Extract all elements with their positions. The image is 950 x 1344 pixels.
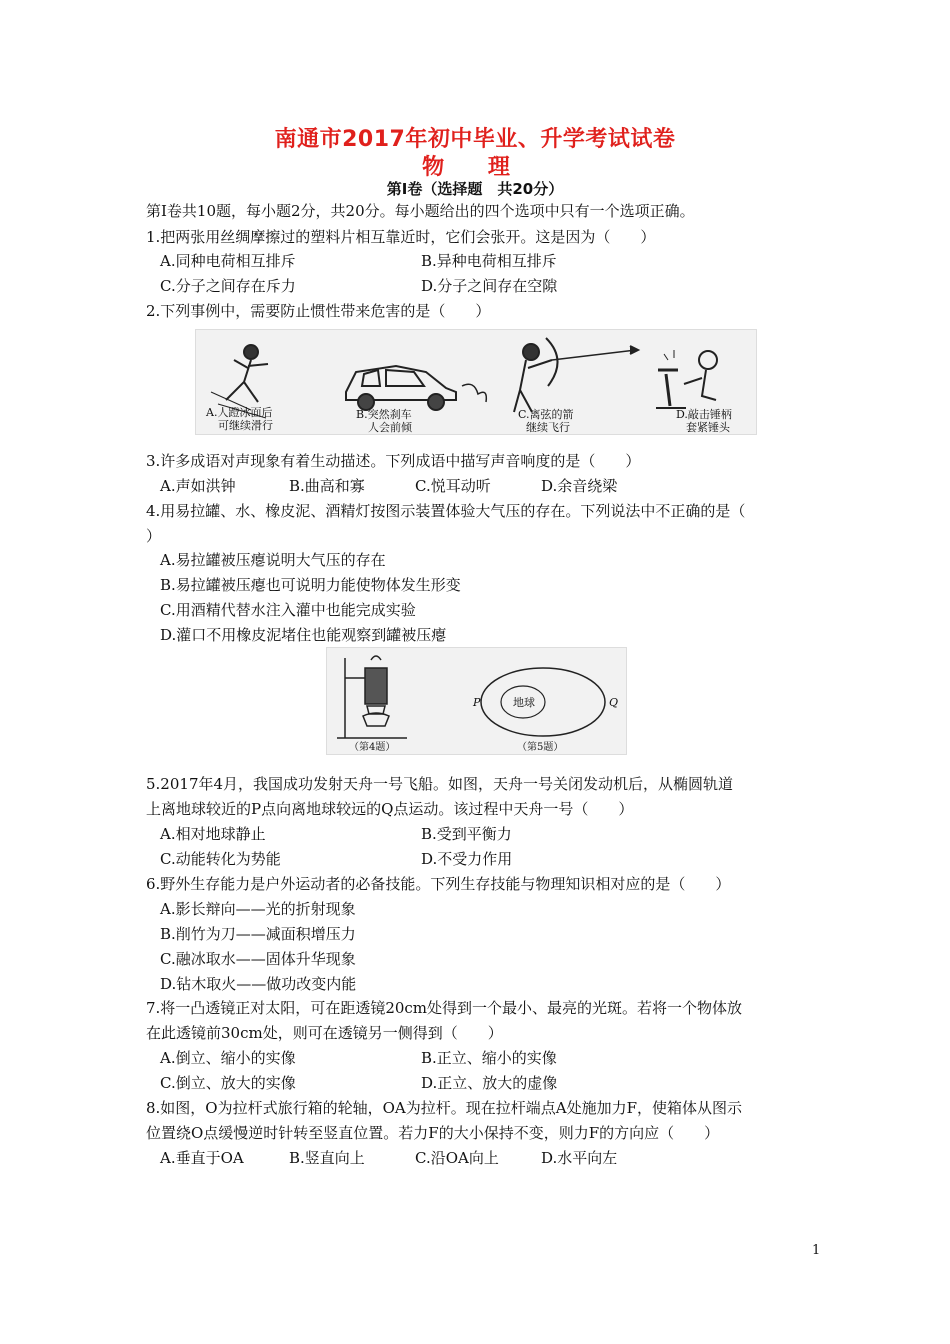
- q1-stem: 1.把两张用丝绸摩擦过的塑料片相互靠近时，它们会张开。这是因为（ ）: [146, 228, 656, 246]
- q5-option-b: B.受到平衡力: [421, 825, 512, 843]
- q1-option-b: B.异种电荷相互排斥: [421, 252, 557, 270]
- q8-option-a: A.垂直于OA: [160, 1149, 244, 1167]
- q8-stem-line2: 位置绕O点缓慢逆时针转至竖直位置。若力F的大小保持不变，则力F的方向应（ ）: [146, 1124, 720, 1142]
- q4-stem-line1: 4.用易拉罐、水、橡皮泥、酒精灯按图示装置体验大气压的存在。下列说法中不正确的是（: [146, 502, 746, 520]
- q6-stem: 6.野外生存能力是户外运动者的必备技能。下列生存技能与物理知识相对应的是（ ）: [146, 875, 731, 893]
- q4-stem-line2: ）: [146, 527, 162, 545]
- q5-option-c: C.动能转化为势能: [160, 850, 281, 868]
- subject-title: 物 理: [422, 155, 528, 180]
- q2-fig-c-line1: C.离弦的箭: [518, 408, 574, 421]
- q3-option-c: C.悦耳动听: [415, 477, 491, 495]
- q4-option-b: B.易拉罐被压瘪也可说明力能使物体发生形变: [160, 576, 461, 594]
- q7-option-d: D.正立、放大的虚像: [421, 1074, 558, 1092]
- hammer-illustration: [656, 350, 717, 408]
- q3-option-a: A.声如洪钟: [160, 477, 236, 495]
- earth-label: 地球: [513, 696, 535, 709]
- q7-option-b: B.正立、缩小的实像: [421, 1049, 557, 1067]
- page-number: 1: [812, 1243, 821, 1258]
- q2-figure: [195, 329, 757, 435]
- q4-option-d: D.灌口不用橡皮泥堵住也能观察到罐被压瘪: [160, 626, 447, 644]
- q6-option-c: C.融冰取水——固体升华现象: [160, 950, 356, 968]
- q6-option-b: B.削竹为刀——减面积增压力: [160, 925, 356, 943]
- q3-option-d: D.余音绕梁: [541, 477, 618, 495]
- q5-stem-line2: 上离地球较近的P点向离地球较远的Q点运动。该过程中天舟一号（ ）: [146, 800, 634, 818]
- orbit-illustration: [481, 668, 605, 736]
- point-q-label: Q: [609, 696, 619, 709]
- point-p-label: P: [473, 696, 481, 709]
- instructions: 第Ⅰ卷共10题，每小题2分，共20分。每小题给出的四个选项中只有一个选项正确。: [146, 202, 695, 220]
- q2-fig-d-line1: D.敲击锤柄: [676, 408, 732, 421]
- q2-stem: 2.下列事例中，需要防止惯性带来危害的是（ ）: [146, 302, 491, 320]
- q8-option-c: C.沿OA向上: [415, 1149, 499, 1167]
- q8-option-d: D.水平向左: [541, 1149, 618, 1167]
- q5-option-d: D.不受力作用: [421, 850, 513, 868]
- q5-stem-line1: 5.2017年4月，我国成功发射天舟一号飞船。如图，天舟一号关闭发动机后，从椭圆轨道: [146, 775, 734, 793]
- q1-option-c: C.分子之间存在斥力: [160, 277, 296, 295]
- q3-stem: 3.许多成语对声现象有着生动描述。下列成语中描写声音响度的是（ ）: [146, 452, 641, 470]
- q1-option-a: A.同种电荷相互排斥: [160, 252, 296, 270]
- section-heading: 第Ⅰ卷（选择题 共20分）: [386, 180, 564, 198]
- q7-stem-line1: 7.将一凸透镜正对太阳，可在距透镜20cm处得到一个最小、最亮的光斑。若将一个物体放: [146, 999, 743, 1017]
- q3-option-b: B.曲高和寡: [289, 477, 365, 495]
- q4-option-a: A.易拉罐被压瘪说明大气压的存在: [160, 551, 386, 569]
- q2-fig-b-line1: B.突然刹车: [356, 408, 412, 421]
- q7-option-a: A.倒立、缩小的实像: [160, 1049, 296, 1067]
- q8-option-b: B.竖直向上: [289, 1149, 365, 1167]
- q5-option-a: A.相对地球静止: [160, 825, 266, 843]
- q4-option-c: C.用酒精代替水注入灌中也能完成实验: [160, 601, 416, 619]
- q7-option-c: C.倒立、放大的实像: [160, 1074, 296, 1092]
- q6-option-d: D.钻木取火——做功改变内能: [160, 975, 357, 993]
- q6-option-a: A.影长辩向——光的折射现象: [160, 900, 356, 918]
- can-apparatus-illustration: [337, 656, 407, 738]
- q1-option-d: D.分子之间存在空隙: [421, 277, 558, 295]
- archer-illustration: [514, 338, 638, 412]
- fig4-caption: （第4题）: [349, 742, 396, 753]
- q2-fig-a-line1: A.人蹬冰面后: [206, 406, 273, 419]
- q8-stem-line1: 8.如图，O为拉杆式旅行箱的轮轴，OA为拉杆。现在拉杆端点A处施加力F，使箱体从图示: [146, 1099, 742, 1117]
- q2-fig-c-line2: 继续飞行: [526, 421, 570, 434]
- q7-stem-line2: 在此透镜前30cm处，则可在透镜另一侧得到（ ）: [146, 1024, 503, 1042]
- q2-fig-d-line2: 套紧锤头: [686, 421, 730, 434]
- q4-q5-figure: [326, 647, 627, 755]
- exam-title: 南通市2017年初中毕业、升学考试试卷: [274, 127, 676, 152]
- q2-fig-b-line2: 人会前倾: [368, 421, 412, 434]
- car-illustration: [346, 366, 486, 410]
- fig5-caption: （第5题）: [517, 742, 564, 753]
- q2-fig-a-line2: 可继续滑行: [218, 419, 273, 432]
